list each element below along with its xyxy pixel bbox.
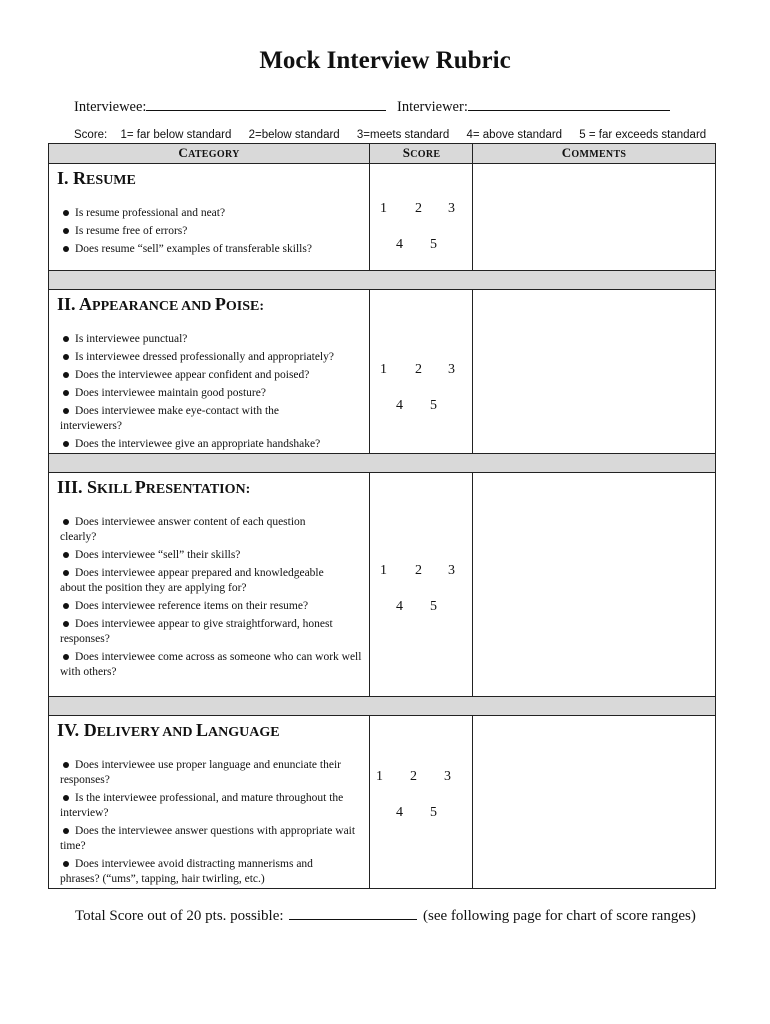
score-options[interactable]: 1 2 3 4 5 [380,362,455,413]
list-item: Does the interviewee answer questions with appropriate wait time? [60,825,356,852]
list-item: Does interviewee “sell” their skills? [60,548,360,563]
list-item: Does interviewee reference items on their resume? [60,599,360,614]
section-heading: III. SKILL PRESENTATION: [57,477,251,497]
total-score-note: (see following page for chart of score ranges) [423,908,696,924]
list-item: Is the interviewee professional, and mature throughout the interview? [60,792,344,819]
list-item: Does interviewee avoid distracting mannerisms and phrases? (“ums”, tapping, hair twirling, etc.) [60,858,313,885]
section-delivery-language [49,716,715,888]
comments-header: COMMENTS [561,145,627,160]
section-items [60,205,360,257]
list-item: Is interviewee punctual? [60,332,360,347]
interviewee-row [74,96,386,116]
score-level: 2=below standard [248,129,340,141]
score-level: 3=meets standard [356,129,450,141]
interviewer-label: Interviewer: [397,99,468,115]
score-level: 1= far below standard [120,129,232,141]
section-heading: II. APPEARANCE AND POISE: [57,294,265,314]
page-title: Mock Interview Rubric [259,47,511,74]
list-item: Does resume “sell” examples of transferable skills? [60,241,360,257]
list-item: Does interviewee appear to give straightforward, honest responses? [60,618,333,645]
list-item: Does interviewee come across as someone who can work well with others? [60,651,362,678]
table-header [49,144,715,164]
list-item: Does interviewee appear prepared and knowledgeable about the position they are applying for? [60,567,324,594]
total-score-field[interactable] [289,905,417,920]
section-appearance [49,290,715,454]
list-item: Does the interviewee give an appropriate handshake? [60,437,360,452]
section-items [60,758,360,887]
score-level: 4= above standard [466,129,563,141]
list-item: Does interviewee make eye-contact with the interviewers? [60,405,280,432]
score-options[interactable]: 1 2 3 4 5 [380,201,455,252]
score-options[interactable]: 1 2 3 4 5 [380,563,455,614]
list-item: Is resume free of errors? [60,223,360,239]
list-item: Does interviewee maintain good posture? [60,386,360,401]
list-item: Does interviewee answer content of each question clearly? [60,516,306,543]
score-header: SCORE [402,145,441,160]
total-score-row [75,905,696,925]
interviewee-label: Interviewee: [74,99,147,115]
list-item: Does the interviewee appear confident and poised? [60,368,360,383]
section-resume [49,164,715,271]
list-item: Does interviewee use proper language and enunciate their responses? [60,759,341,786]
list-item: Is interviewee dressed professionally and appropriately? [60,350,360,365]
score-scale-label: Score: [74,129,108,141]
section-skill-presentation [49,473,715,697]
category-header: CATEGORY [178,145,240,160]
section-items [60,332,360,452]
rubric-table [48,143,716,889]
total-score-label: Total Score out of 20 pts. possible: [75,908,284,924]
score-scale [74,129,706,141]
interviewer-field[interactable] [468,96,670,111]
list-item: Is resume professional and neat? [60,205,360,221]
interviewee-field[interactable] [146,96,386,111]
section-items [60,515,360,680]
section-heading: IV. DELIVERY AND LANGUAGE [57,720,280,740]
interviewer-row [397,96,670,116]
score-level: 5 = far exceeds standard [579,129,707,141]
score-options[interactable]: 1 2 3 4 5 [376,769,451,820]
section-heading: I. RESUME [57,168,136,188]
